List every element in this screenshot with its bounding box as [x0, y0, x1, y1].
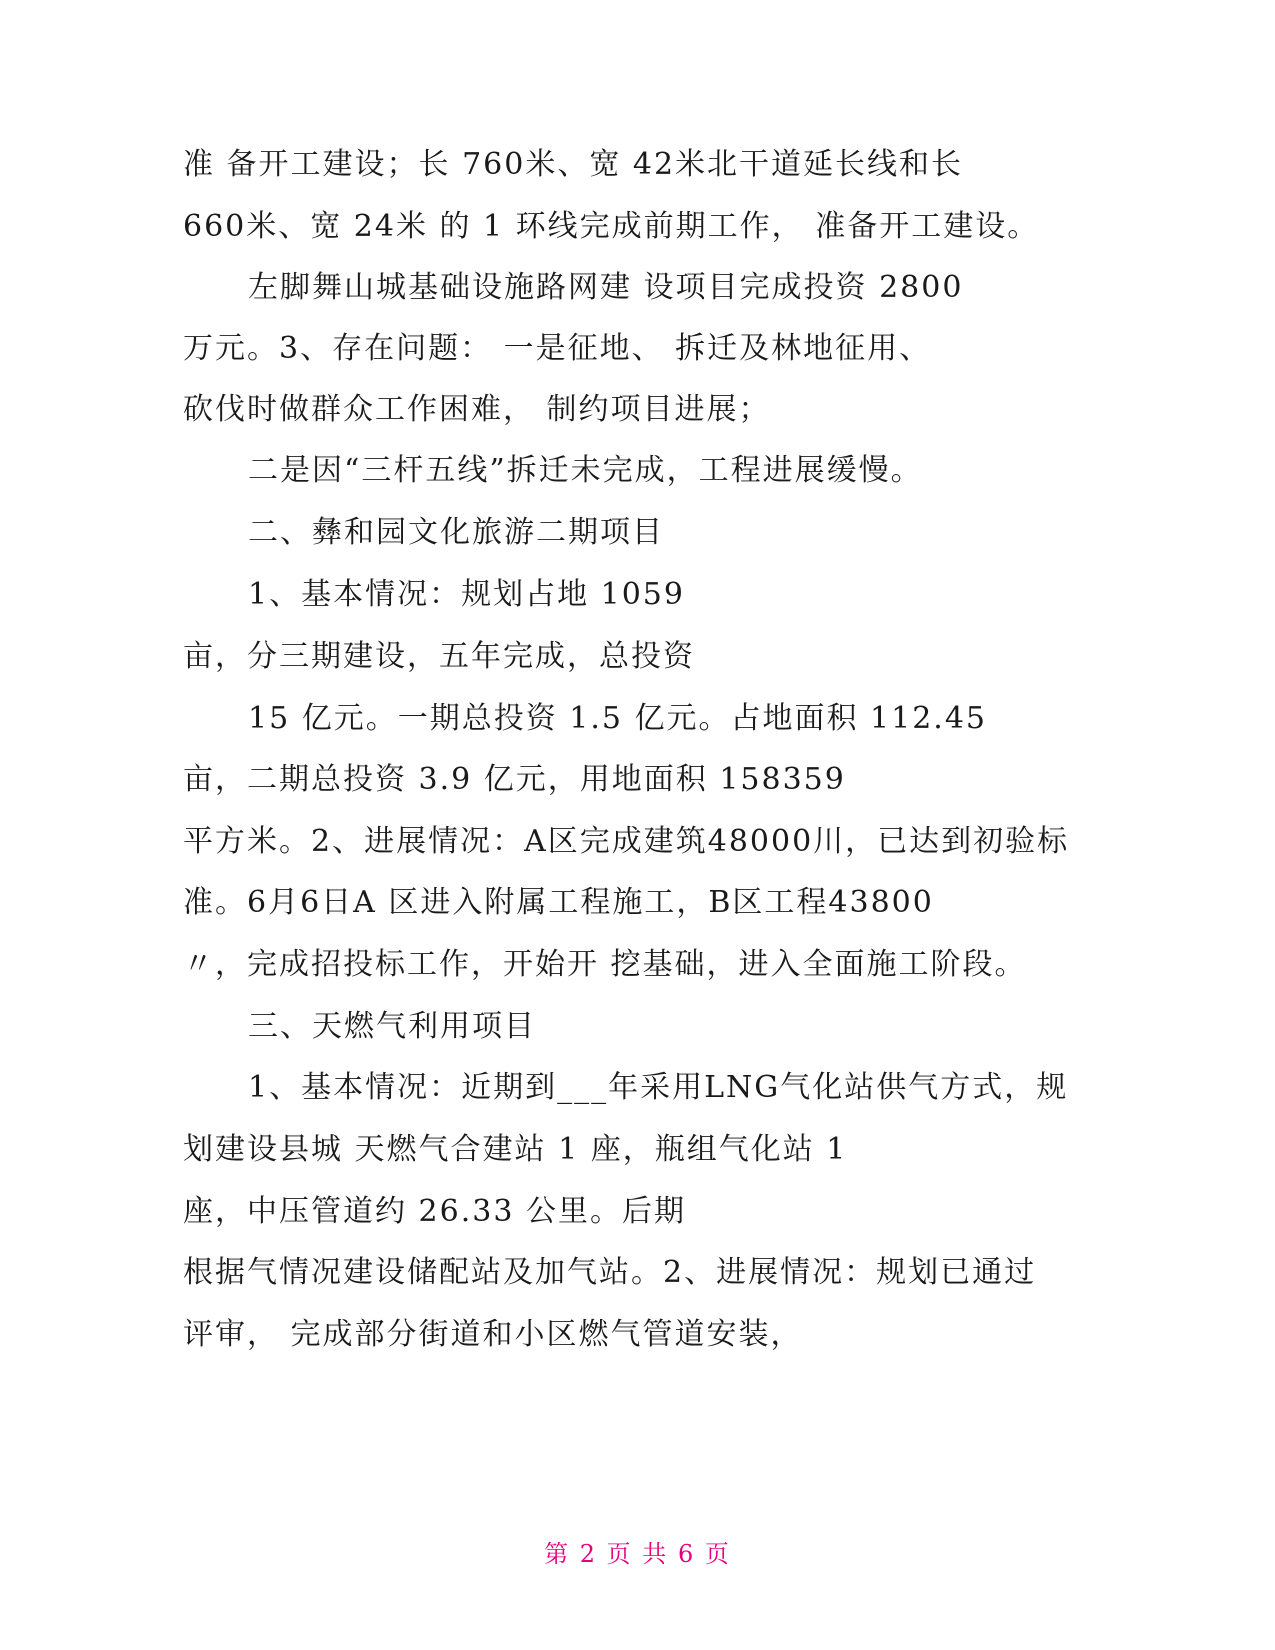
- section-heading-2: 二、彝和园文化旅游二期项目: [248, 515, 664, 550]
- section-heading-3: 三、天燃气利用项目: [248, 1009, 536, 1044]
- text-line-5: 砍伐时做群众工作困难， 制约项目进展；: [183, 392, 771, 427]
- text-line-9: 亩，分三期建设，五年完成，总投资: [183, 639, 695, 674]
- text-line-17: 划建设县城 天燃气合建站 1 座，瓶组气化站 1: [183, 1132, 848, 1167]
- text-line-1: 准 备开工建设；长 760米、宽 42米北干道延长线和长: [183, 147, 964, 182]
- text-line-16: 1、基本情况：近期到___年采用LNG气化站供气方式，规: [248, 1070, 1069, 1105]
- text-line-2: 660米、宽 24米 的 1 环线完成前期工作， 准备开工建设。: [183, 209, 1040, 244]
- text-line-13: 准。6月6日A 区进入附属工程施工，B区工程43800: [183, 885, 934, 920]
- text-line-12: 平方米。2、进展情况：A区完成建筑48000川，已达到初验标: [183, 824, 1070, 859]
- text-line-6: 二是因“三杆五线”拆迁未完成，工程进展缓慢。: [248, 453, 923, 488]
- text-line-18: 座，中压管道约 26.33 公里。后期: [183, 1194, 686, 1229]
- text-line-20: 评审， 完成部分街道和小区燃气管道安装，: [183, 1317, 803, 1352]
- text-line-4: 万元。3、存在问题： 一是征地、 拆迁及林地征用、: [183, 331, 932, 366]
- text-line-19: 根据气情况建设储配站及加气站。2、进展情况：规划已通过: [183, 1255, 1037, 1290]
- text-line-3: 左脚舞山城基础设施路网建 设项目完成投资 2800: [248, 270, 964, 305]
- text-line-8: 1、基本情况：规划占地 1059: [248, 577, 685, 612]
- page-number-footer: 第 2 页 共 6 页: [544, 1540, 731, 1568]
- text-line-11: 亩，二期总投资 3.9 亿元，用地面积 158359: [183, 762, 846, 797]
- text-line-10: 15 亿元。一期总投资 1.5 亿元。占地面积 112.45: [248, 701, 987, 736]
- text-line-14: 〃，完成招投标工作，开始开 挖基础，进入全面施工阶段。: [183, 947, 1027, 982]
